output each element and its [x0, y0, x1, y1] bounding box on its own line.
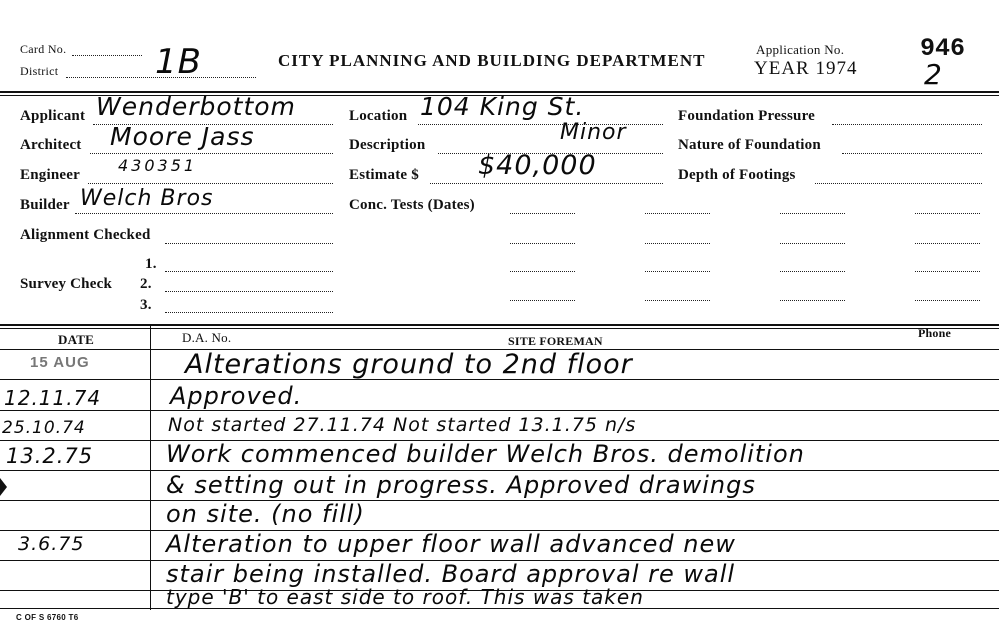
district-label: District [20, 64, 59, 78]
conc-line-c1 [510, 271, 575, 272]
nature-foundation-line [842, 153, 982, 154]
architect-label: Architect [20, 137, 82, 153]
row-line-5 [0, 500, 999, 501]
card-no-label: Card No. [20, 42, 67, 56]
conc-line-d2 [645, 300, 710, 301]
application-no-label: Application No. [756, 42, 845, 57]
date-header: DATE [58, 332, 94, 347]
description-value: Minor [560, 120, 627, 145]
survey-label: Survey Check [20, 276, 112, 292]
engineer-label: Engineer [20, 167, 80, 183]
conc-line-b1 [510, 243, 575, 244]
conc-line-a3 [780, 213, 845, 214]
log-date-0: 15 AUG [30, 354, 90, 371]
form-code: C OF S 6760 T6 [16, 613, 79, 622]
conc-line-c3 [780, 271, 845, 272]
alignment-line [165, 243, 333, 244]
conc-line-a1 [510, 213, 575, 214]
engineer-line [88, 183, 333, 184]
log-date-6: 3.6.75 [18, 533, 85, 555]
conc-line-b4 [915, 243, 980, 244]
year-label: YEAR 1974 [754, 58, 858, 79]
conc-line-d4 [915, 300, 980, 301]
conc-line-c2 [645, 271, 710, 272]
estimate-line [430, 183, 663, 184]
punch-mark [0, 478, 7, 496]
foundation-pressure-line [832, 124, 982, 125]
survey-item-1: 1. [145, 256, 157, 272]
conc-line-b3 [780, 243, 845, 244]
log-date-3: 13.2.75 [6, 444, 94, 468]
card-no-line [72, 55, 142, 56]
builder-line [75, 213, 333, 214]
depth-footings-line [815, 183, 982, 184]
survey-line-2 [165, 291, 333, 292]
log-text-6: Alteration to upper floor wall advanced new [166, 530, 736, 558]
conc-line-c4 [915, 271, 980, 272]
conc-line-d3 [780, 300, 845, 301]
survey-item-3: 3. [140, 297, 152, 313]
conc-line-a4 [915, 213, 980, 214]
survey-line-1 [165, 271, 333, 272]
nature-foundation-label: Nature of Foundation [678, 137, 821, 153]
da-header: D.A. No. [182, 330, 232, 345]
conc-line-d1 [510, 300, 575, 301]
conc-line-b2 [645, 243, 710, 244]
log-text-4: & setting out in progress. Approved drawings [166, 471, 756, 499]
log-text-1: Approved. [170, 382, 303, 410]
log-date-2: 25.10.74 [2, 418, 86, 438]
estimate-value: $40,000 [478, 150, 597, 181]
survey-item-2: 2. [140, 276, 152, 292]
log-text-0: Alterations ground to 2nd floor [185, 349, 633, 380]
builder-value: Welch Bros [80, 186, 214, 211]
architect-value: Moore Jass [110, 122, 255, 151]
application-no-value: 946 [920, 34, 966, 63]
alignment-label: Alignment Checked [20, 227, 151, 243]
log-text-8: type 'B' to east side to roof. This was taken [166, 585, 644, 609]
engineer-value: 430351 [118, 156, 198, 175]
foreman-header: SITE FOREMAN [508, 334, 603, 348]
depth-footings-label: Depth of Footings [678, 167, 796, 183]
application-suffix: 2 [924, 58, 943, 91]
architect-line [90, 153, 333, 154]
log-text-7: stair being installed. Board approval re wall [166, 560, 736, 588]
phone-header: Phone [918, 326, 952, 340]
log-text-5: on site. (no fill) [166, 500, 365, 528]
foundation-pressure-label: Foundation Pressure [678, 108, 816, 124]
district-value: 1B [155, 42, 202, 82]
log-date-1: 12.11.74 [4, 386, 102, 410]
log-text-2: Not started 27.11.74 Not started 13.1.75 n/s [168, 414, 637, 436]
builder-label: Builder [20, 197, 70, 213]
department-title: CITY PLANNING AND BUILDING DEPARTMENT [278, 51, 706, 70]
conc-line-a2 [645, 213, 710, 214]
conc-tests-label: Conc. Tests (Dates) [349, 197, 475, 213]
survey-line-3 [165, 312, 333, 313]
estimate-label: Estimate $ [349, 167, 419, 183]
applicant-value: Wenderbottom [96, 92, 296, 121]
location-value: 104 King St. [420, 92, 585, 121]
applicant-label: Applicant [20, 108, 86, 124]
row-line-2 [0, 410, 999, 411]
log-text-3: Work commenced builder Welch Bros. demolition [166, 440, 805, 468]
description-label: Description [349, 137, 426, 153]
location-label: Location [349, 108, 408, 124]
date-column-divider [150, 324, 151, 610]
